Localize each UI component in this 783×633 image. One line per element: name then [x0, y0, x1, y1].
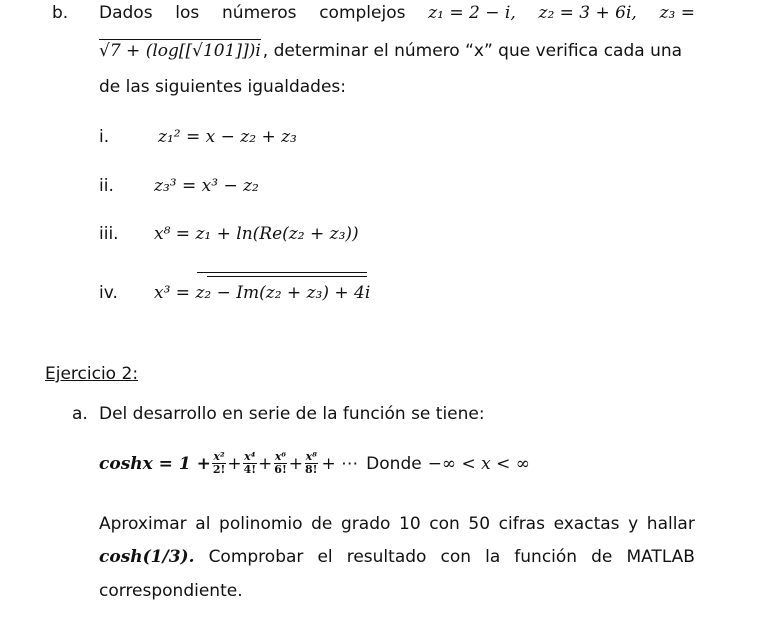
part-b-line3: de las siguientes igualdades: — [99, 77, 347, 97]
numeral-iii: iii. — [99, 224, 119, 244]
instruction-line1 — [99, 514, 695, 534]
word: y — [628, 514, 639, 534]
equation-iv — [154, 283, 370, 303]
word: al — [195, 514, 211, 534]
word: grado — [341, 514, 391, 534]
word: el — [317, 547, 333, 567]
cosh-series-formula — [99, 451, 530, 476]
word: números — [222, 3, 297, 23]
z3-lhs: z₃ = — [659, 3, 695, 23]
plus-sign: + — [288, 453, 304, 474]
plus-sign: + — [258, 453, 273, 474]
word: Comprobar — [208, 547, 304, 567]
numeral-i: i. — [99, 127, 110, 147]
word: de — [591, 547, 613, 567]
exercise2-heading — [45, 364, 138, 384]
part-b-line1 — [99, 3, 695, 23]
word: los — [175, 3, 200, 23]
series-term: $\frac{\text{x⁸}}{8!}$ — [305, 450, 318, 476]
item-a-text: Del desarrollo en serie de la función se tiene: — [99, 404, 485, 424]
part-b-line2 — [99, 39, 682, 61]
equation-iv-text: x³ = z₂ − Im(z₂ + z₃) + 4i — [154, 283, 371, 303]
word: resultado — [346, 547, 427, 567]
word: Dados — [99, 3, 153, 23]
word: polinomio — [219, 514, 303, 534]
z3-rhs-formula: √7 + (log[[√101]])i — [99, 41, 261, 61]
word: la — [485, 547, 501, 567]
exercise2-heading-colon: : — [132, 364, 139, 384]
series-term: $\frac{\text{x²}}{2!}$ — [212, 450, 226, 476]
word: MATLAB — [626, 547, 695, 567]
item-label-a: a. — [72, 404, 88, 424]
z2-definition: z₂ = 3 + 6i, — [538, 3, 637, 23]
exercise2-heading-text: Ejercicio 2 — [45, 364, 133, 384]
numeral-ii: ii. — [99, 176, 114, 196]
domain-expression: −∞ < x < ∞ — [427, 453, 530, 474]
instruction-line2 — [99, 547, 695, 567]
word: con — [429, 514, 460, 534]
cosh-value-expression: cosh(1/3). — [99, 547, 195, 567]
series-term: $\frac{\text{x⁶}}{6!}$ — [274, 450, 287, 476]
equation-i: z₁² = x − z₂ + z₃ — [158, 127, 297, 147]
series-tail: + ⋯ — [321, 453, 359, 474]
conjugate-bar-inner — [207, 276, 367, 277]
series-lhs: coshx = 1 + — [99, 453, 211, 474]
word: de — [311, 514, 333, 534]
conjugate-bar-outer — [197, 272, 367, 273]
instruction-line3: correspondiente. — [99, 581, 243, 601]
word: cifras — [498, 514, 545, 534]
z1-definition: z₁ = 2 − i, — [428, 3, 516, 23]
word: con — [440, 547, 472, 567]
word: complejos — [319, 3, 406, 23]
word: Aproximar — [99, 514, 187, 534]
series-term: $\frac{\text{x⁴}}{4!}$ — [243, 450, 257, 476]
word: exactas — [553, 514, 620, 534]
word: función — [514, 547, 578, 567]
word: 10 — [399, 514, 421, 534]
plus-sign: + — [227, 453, 242, 474]
item-label-b: b. — [52, 3, 69, 23]
part-b-line2-text: , determinar el número “x” que verifica cada una — [262, 41, 683, 61]
equation-ii: z₃³ = x³ − z₂ — [154, 176, 259, 196]
word: 50 — [468, 514, 491, 534]
numeral-iv: iv. — [99, 283, 118, 303]
donde-label: Donde — [366, 453, 422, 474]
equation-iii: x⁸ = z₁ + ln(Re(z₂ + z₃)) — [154, 224, 359, 244]
word: hallar — [646, 514, 695, 534]
